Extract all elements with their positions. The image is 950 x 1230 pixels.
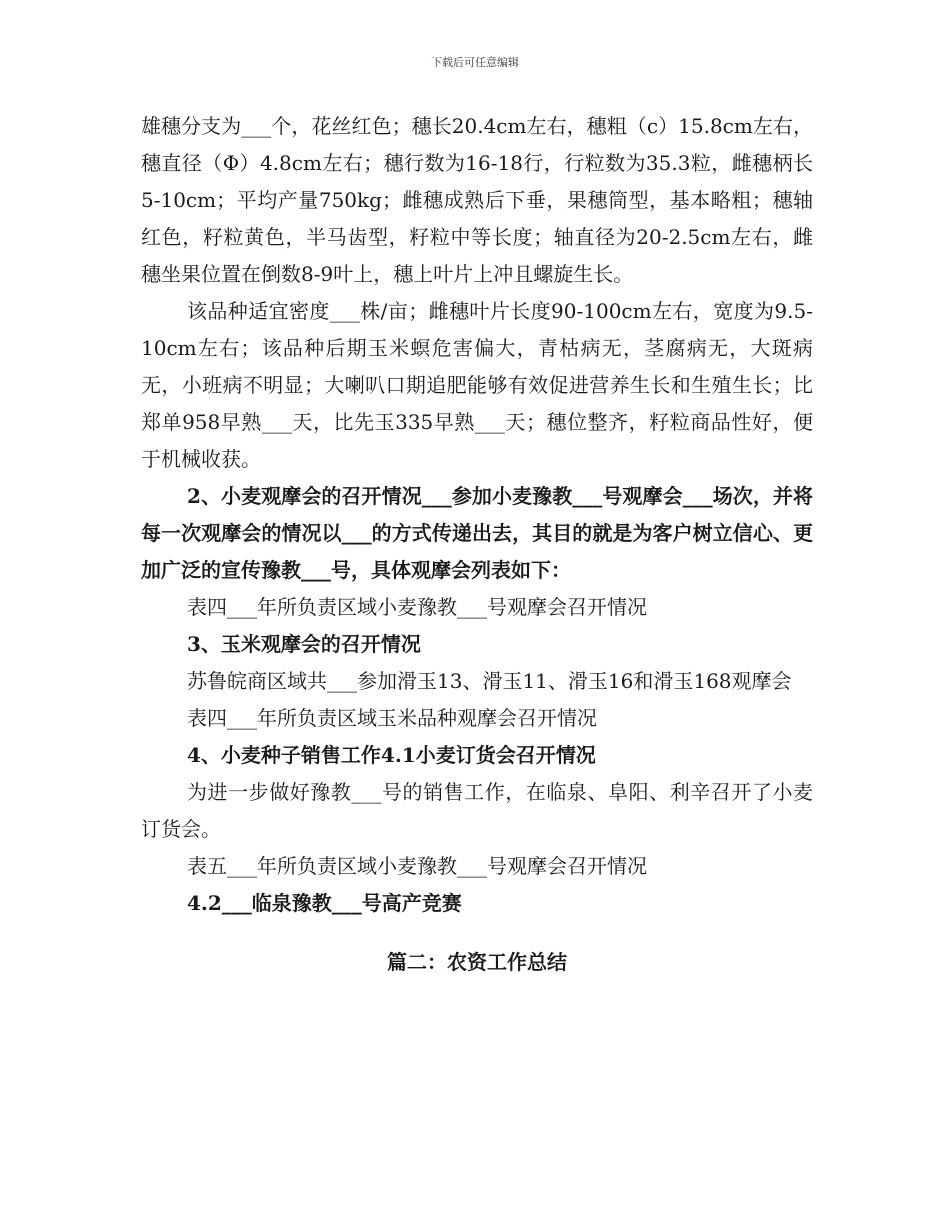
table-caption-wheat-field-day: 表四___年所负责区域小麦豫教___号观摩会召开情况 <box>187 595 647 619</box>
table-caption-corn-field-day: 表四___年所负责区域玉米品种观摩会召开情况 <box>187 706 597 730</box>
heading-wheat-field-day: 2、小麦观摩会的召开情况___参加小麦豫教___号观摩会___场次，并将每一次观摩会的情况以___的方式传递出去，其目的就是为客户树立信心、更加广泛的宣传豫教___号，具体观摩会列表如下： <box>141 484 813 582</box>
paragraph-ear-description: 雄穗分支为___个，花丝红色；穗长20.4cm左右，穗粗（c）15.8cm左右，穗直径（Φ）4.8cm左右；穗行数为16-18行，行粒数为35.3粒，雌穗柄长5-10cm；平均产量750kg；雌穗成熟后下垂，果穗筒型，基本略粗；穗轴红色，籽粒黄色，半马齿型，籽粒中等长度；轴直径为20-2.5cm左右，雌穗坐果位置在倒数8-9叶上，穗上叶片上冲且螺旋生长。 <box>141 114 813 286</box>
table-caption-order-meeting: 表五___年所负责区域小麦豫教___号观摩会召开情况 <box>187 854 647 878</box>
section-title: 篇二：农资工作总结 <box>387 950 567 974</box>
heading-yield-competition: 4.2___临泉豫教___号高产竞赛 <box>187 891 462 915</box>
heading-corn-field-day: 3、玉米观摩会的召开情况 <box>187 632 421 656</box>
document-body <box>141 108 813 981</box>
paragraph-variety-traits: 该品种适宜密度___株/亩；雌穗叶片长度90-100cm左右，宽度为9.5-10cm左右；该品种后期玉米螟危害偏大，青枯病无，茎腐病无，大斑病无，小班病不明显；大喇叭口期追肥能够有效促进营养生长和生殖生长；比郑单958早熟___天，比先玉335早熟___天；穗位整齐，籽粒商品性好，便于机械收获。 <box>141 299 813 471</box>
paragraph-corn-field-day: 苏鲁皖商区域共___参加滑玉13、滑玉11、滑玉16和滑玉168观摩会 <box>187 669 792 693</box>
heading-wheat-seed-sales: 4、小麦种子销售工作4.1小麦订货会召开情况 <box>187 743 596 767</box>
paragraph-order-meeting: 为进一步做好豫教___号的销售工作，在临泉、阜阳、利辛召开了小麦订货会。 <box>141 780 813 841</box>
page-header-note: 下载后可任意编辑 <box>431 56 519 69</box>
